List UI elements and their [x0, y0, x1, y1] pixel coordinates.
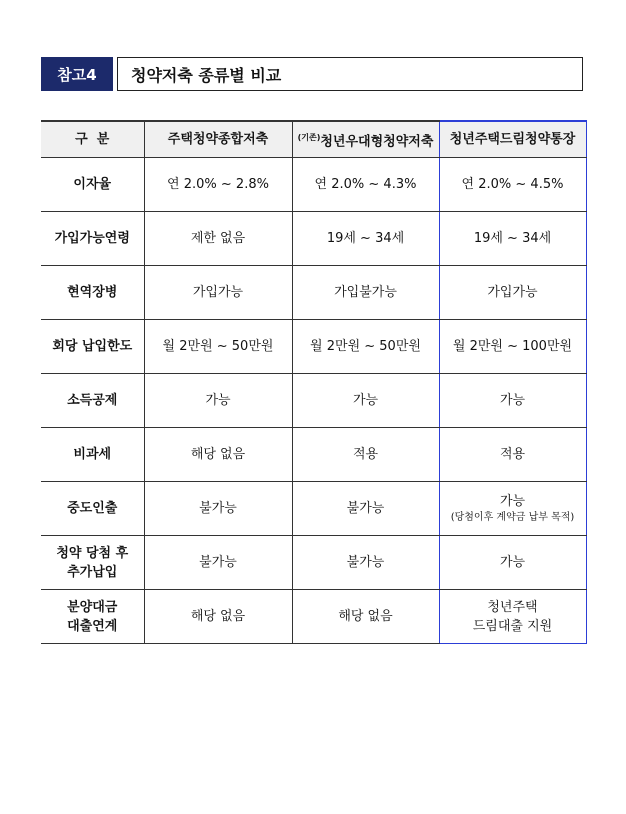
table-row	[41, 374, 586, 428]
table-cell: 월 2만원 ~ 50만원	[292, 320, 439, 374]
cell-line: 청년주택	[487, 599, 538, 615]
table-cell: 19세 ~ 34세	[439, 212, 586, 266]
row-label: 가입가능연령	[41, 212, 144, 266]
row-label: 비과세	[41, 428, 144, 482]
table-cell: 가능	[439, 536, 586, 590]
table-header-row	[41, 121, 586, 158]
table-row	[41, 536, 586, 590]
table-cell: 월 2만원 ~ 100만원	[439, 320, 586, 374]
table-cell: 가입불가능	[292, 266, 439, 320]
row-label-line: 추가납입	[67, 564, 118, 580]
table-row	[41, 266, 586, 320]
column-header-youth-preferential	[292, 121, 439, 158]
reference-badge: 참고4	[41, 57, 113, 91]
table-cell: 월 2만원 ~ 50만원	[144, 320, 292, 374]
table-cell: 연 2.0% ~ 4.3%	[292, 158, 439, 212]
cell-line: 드림대출 지원	[472, 618, 553, 634]
cell-main-text: 가능	[499, 494, 526, 509]
column-header-youth-preferential-label: 청년우대형청약저축	[320, 134, 434, 150]
existing-prefix: (기존)	[297, 132, 321, 142]
table-row	[41, 320, 586, 374]
column-header-housing-subscription: 주택청약종합저축	[144, 121, 292, 158]
table-cell: 가능	[144, 374, 292, 428]
table-cell: 해당 없음	[292, 590, 439, 644]
table-cell: 해당 없음	[144, 590, 292, 644]
table-cell: 불가능	[144, 536, 292, 590]
comparison-table	[41, 120, 587, 644]
table-row	[41, 212, 586, 266]
table-cell: 19세 ~ 34세	[292, 212, 439, 266]
row-label: 회당 납입한도	[41, 320, 144, 374]
table-cell: 적용	[439, 428, 586, 482]
table-cell	[439, 590, 586, 644]
section-header	[41, 57, 583, 91]
row-label: 현역장병	[41, 266, 144, 320]
table-cell: 불가능	[292, 536, 439, 590]
table-cell: 불가능	[144, 482, 292, 536]
column-header-category: 구 분	[41, 121, 144, 158]
table-cell: 가능	[439, 374, 586, 428]
row-label-line: 분양대금	[67, 599, 118, 615]
table-row	[41, 590, 586, 644]
table-cell: 가입가능	[439, 266, 586, 320]
column-header-youth-dream: 청년주택드림청약통장	[439, 121, 586, 158]
row-label: 소득공제	[41, 374, 144, 428]
table-cell: 적용	[292, 428, 439, 482]
table-row	[41, 158, 586, 212]
table-cell: 연 2.0% ~ 4.5%	[439, 158, 586, 212]
table-cell: 가능	[292, 374, 439, 428]
table-cell: 연 2.0% ~ 2.8%	[144, 158, 292, 212]
table-row	[41, 482, 586, 536]
table-cell: 해당 없음	[144, 428, 292, 482]
table-cell	[439, 482, 586, 536]
row-label: 중도인출	[41, 482, 144, 536]
table-cell: 가입가능	[144, 266, 292, 320]
table-row	[41, 428, 586, 482]
row-label	[41, 590, 144, 644]
cell-note: (당첨이후 계약금 납부 목적)	[450, 512, 575, 523]
row-label: 이자율	[41, 158, 144, 212]
row-label	[41, 536, 144, 590]
row-label-line: 청약 당첨 후	[56, 545, 129, 561]
row-label-line: 대출연계	[67, 618, 118, 634]
table-cell: 제한 없음	[144, 212, 292, 266]
section-title: 청약저축 종류별 비교	[117, 57, 583, 91]
table-cell: 불가능	[292, 482, 439, 536]
